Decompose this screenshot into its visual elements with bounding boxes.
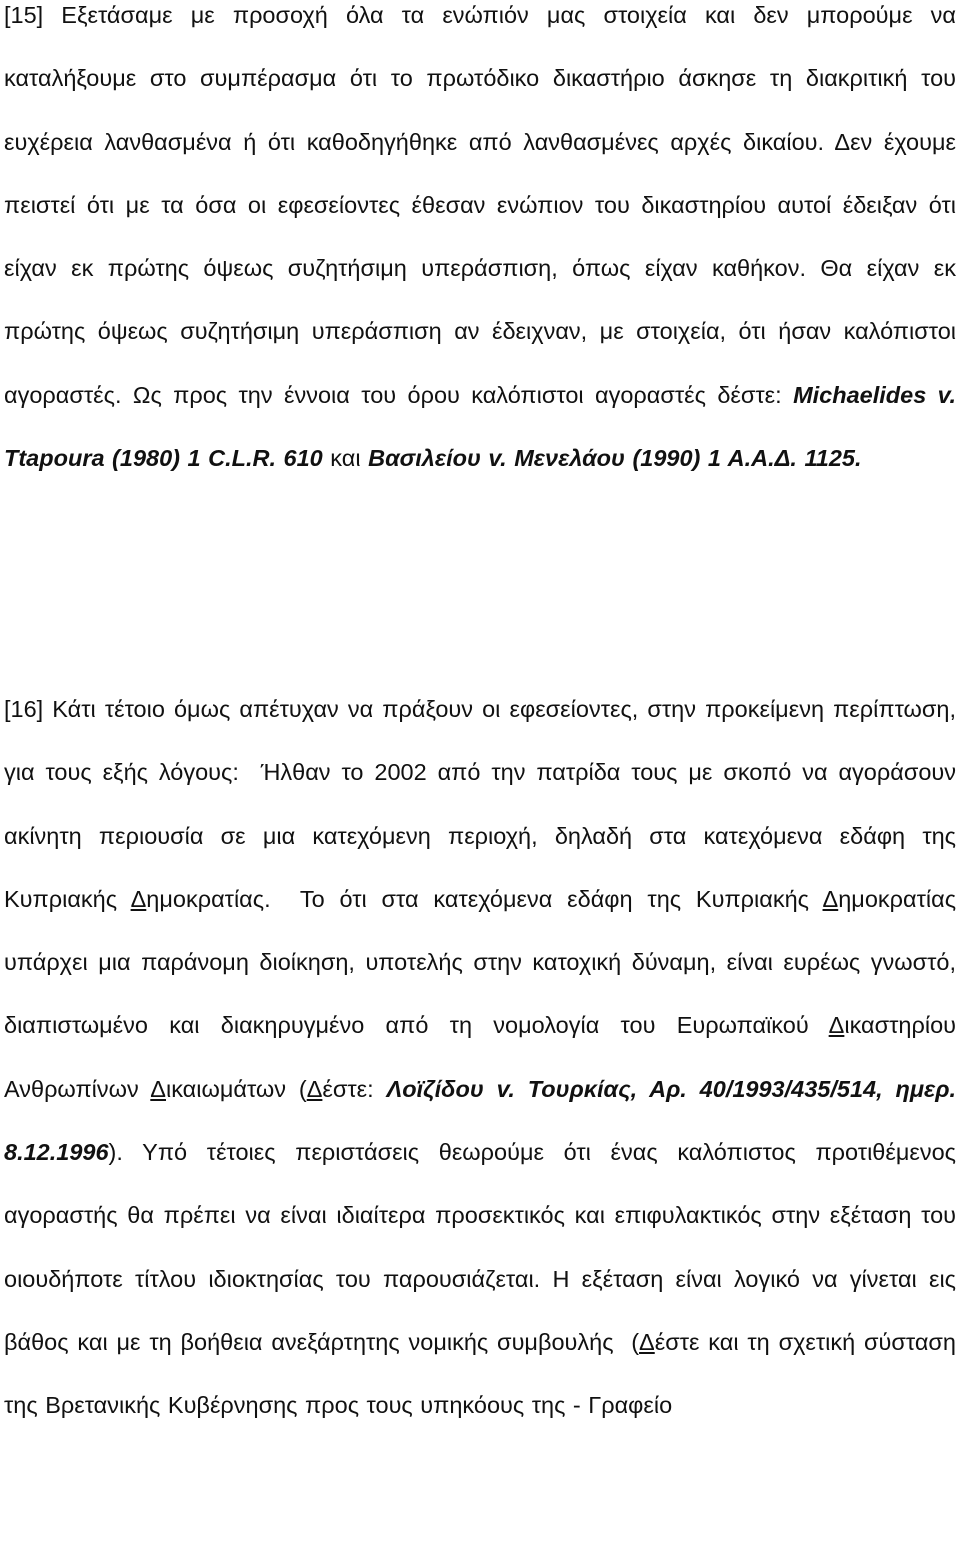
paragraph-15-sentence-2-initial: Δ: [834, 128, 851, 155]
paragraph-16-sentence-5-rest: έστε και τη σχετική σύσταση της Βρετανικής Κυβέρνησης προς τους υπηκόους της - Γραφείο: [4, 1328, 956, 1419]
paragraph-15-sentence-1: [15] Εξετάσαμε με προσοχή όλα τα ενώπιόν μας στοιχεία και δεν μπορούμε να καταλήξουμε στο συμπέρασμα ότι το πρωτόδικο δικαστήριο άσκησε τη διακριτική του ευχέρεια λανθασμένα ή ότι καθοδηγήθηκε από λανθασμένες αρχές δικαίου.: [4, 2, 956, 155]
underlined-letter: Δ: [150, 1075, 166, 1102]
paragraph-16-sentence-2: Ήλθαν το 2002 από την πατρίδα τους με σκοπό να αγοράσουν ακίνητη περιουσία σε μια κατεχόμενη περιοχή, δηλαδή στα κατεχόμενα εδάφη της Κυπριακής: [4, 759, 956, 912]
paragraph-16-sentence-3d: ικαιωμάτων (: [166, 1075, 307, 1102]
paragraph-16-sentence-3c: ικαστηρίου Ανθρωπίνων: [4, 1012, 956, 1102]
underlined-letter: Δ: [828, 1012, 845, 1039]
paragraph-16-sentence-3a: Το ότι στα κατεχόμενα εδάφη της Κυπριακής: [299, 885, 809, 912]
paragraph-16-sentence-4: Υπό τέτοιες περιστάσεις θεωρούμε ότι ένας καλόπιστος προτιθέμενος αγοραστής θα πρέπει να είναι ιδιαίτερα προσεκτικός και επιφυλακτικός στην εξέταση του οιουδήποτε τίτλου ιδιοκτησίας του παρουσιάζεται.: [4, 1139, 956, 1292]
paragraph-16-sentence-5: Η εξέταση είναι λογικό να γίνεται εις βάθος και με τη βοήθεια ανεξάρτητης νομικής συμβουλής: [4, 1265, 957, 1355]
paragraph-15-sentence-3: Θα είχαν εκ πρώτης όψεως συζητήσιμη υπεράσπιση αν έδειχναν, με στοιχεία, ότι ήσαν καλόπιστοι αγοραστές.: [4, 255, 957, 408]
case-citation-vasileiou: Βασιλείου v. Μενελάου (1990) 1 Α.Α.Δ. 1125.: [368, 445, 862, 472]
underlined-letter: Δ: [639, 1328, 655, 1355]
underlined-letter: Δ: [130, 885, 147, 912]
underlined-letter: Δ: [306, 1075, 323, 1102]
paragraph-15-sentence-4: Ως προς την έννοια του όρου καλόπιστοι αγοραστές δέστε:: [132, 381, 782, 408]
paragraph-16: [4, 678, 956, 1438]
paragraph-16-sentence-3e: έστε:: [322, 1075, 374, 1102]
paragraph-15: [4, 0, 956, 490]
paragraph-16-sentence-3b: ημοκρατίας υπάρχει μια παράνομη διοίκηση, υποτελής στην κατοχική δύναμη, είναι ευρέως γνωστό, διαπιστωμένο και διακηρυγμένο από τη νομολογία του Ευρωπαϊκού: [4, 885, 957, 1039]
underlined-letter: Δ: [822, 885, 839, 912]
paragraph-16-sentence-1: [16] Κάτι τέτοιο όμως απέτυχαν να πράξουν οι εφεσείοντες, στην προκείμενη περίπτωση, για τους εξής λόγους:: [4, 696, 956, 786]
case-citation-loizidou: Λοϊζίδου v. Τουρκίας, Αρ. 40/1993/435/514, ημερ. 8.12.1996: [4, 1075, 956, 1166]
case-citation-michaelides: Michaelides v. Ttapoura (1980) 1 C.L.R. 610: [4, 381, 956, 472]
paragraph-15-sentence-2: εν έχουμε πειστεί ότι με τα όσα οι εφεσείοντες έθεσαν ενώπιον του δικαστηρίου αυτοί έδειξαν ότι είχαν εκ πρώτης όψεως συζητήσιμη υπεράσπιση, όπως είχαν καθήκον.: [4, 128, 956, 282]
paragraph-16-sentence-2-end: ημοκρατίας.: [146, 885, 271, 912]
paragraph-16-sentence-3-close: ).: [108, 1139, 123, 1166]
paragraph-16-open-paren: (: [631, 1328, 640, 1355]
conjunction-text: και: [330, 445, 361, 472]
